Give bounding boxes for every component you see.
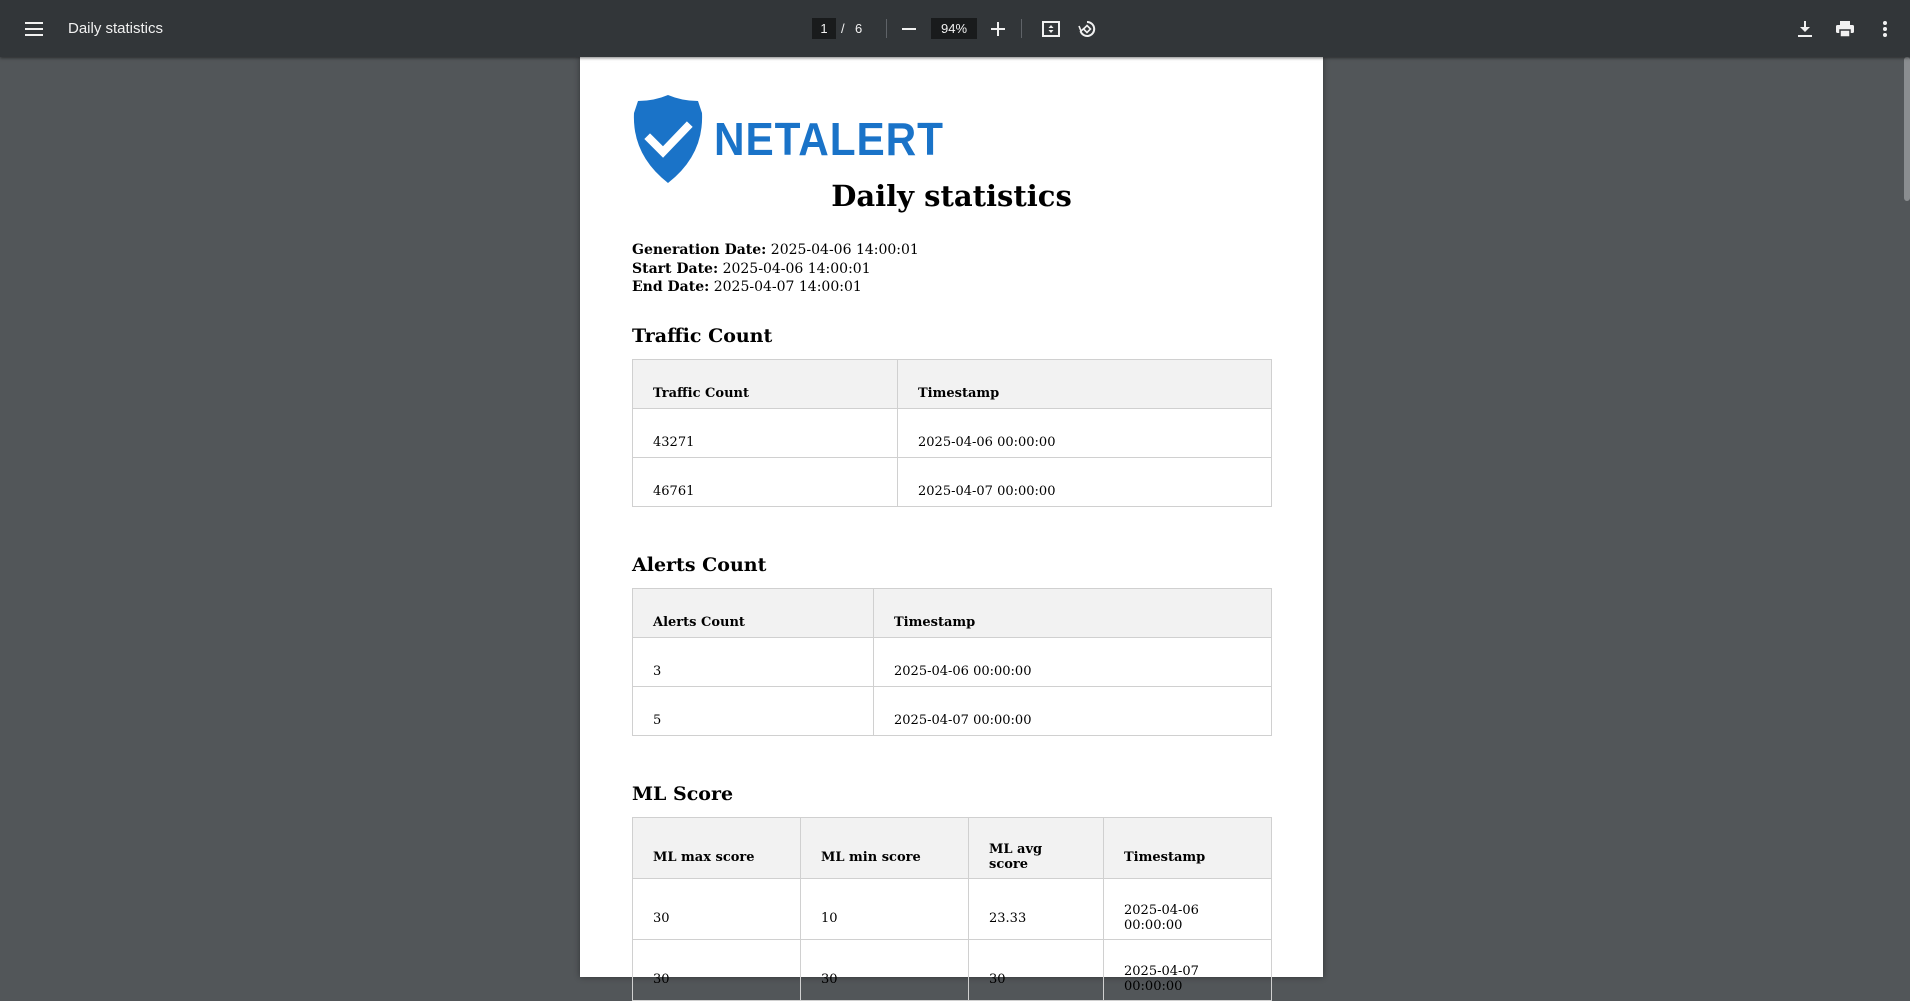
page-separator: /	[841, 21, 845, 36]
generation-date-value: 2025-04-06 14:00:01	[770, 242, 919, 258]
alerts-count-heading: Alerts Count	[632, 554, 767, 576]
shield-check-icon	[632, 95, 704, 183]
table-row	[633, 638, 1272, 687]
generation-date-row	[632, 241, 919, 260]
table-header-cell: Timestamp	[874, 589, 1272, 638]
table-row	[633, 687, 1272, 736]
menu-button[interactable]	[19, 14, 49, 44]
table-header-row	[633, 589, 1272, 638]
zoom-in-icon	[991, 22, 1005, 36]
table-header-cell: Traffic Count	[633, 360, 898, 409]
generation-date-label: Generation Date:	[632, 242, 767, 258]
table-cell: 23.33	[969, 879, 1104, 940]
pdf-toolbar	[0, 0, 1910, 57]
print-button[interactable]	[1830, 14, 1860, 44]
table-header-cell: ML min score	[801, 818, 969, 879]
end-date-row	[632, 278, 919, 297]
table-cell: 30	[969, 940, 1104, 1001]
end-date-value: 2025-04-07 14:00:01	[713, 279, 862, 295]
report-title: Daily statistics	[831, 179, 1072, 213]
table-cell: 2025-04-06 00:00:00	[1104, 879, 1272, 940]
vertical-scrollbar[interactable]	[1904, 57, 1910, 966]
table-header-row	[633, 360, 1272, 409]
table-row	[633, 458, 1272, 507]
zoom-in-button[interactable]	[983, 14, 1013, 44]
report-meta	[632, 241, 919, 297]
ml-score-table	[632, 817, 1272, 1001]
zoom-input[interactable]: 94%	[931, 18, 977, 39]
table-row	[633, 409, 1272, 458]
page-number-input[interactable]: 1	[812, 18, 836, 39]
fit-to-page-button[interactable]	[1036, 14, 1066, 44]
table-header-cell: ML avg score	[969, 818, 1104, 879]
logo-text: NETALERT	[714, 113, 944, 165]
document-title: Daily statistics	[68, 20, 164, 37]
start-date-value: 2025-04-06 14:00:01	[722, 260, 871, 277]
table-header-row	[633, 818, 1272, 879]
table-cell: 30	[633, 879, 801, 940]
start-date-row	[632, 260, 919, 279]
table-cell: 2025-04-06 00:00:00	[898, 409, 1272, 458]
table-cell: 3	[633, 638, 874, 687]
table-row	[633, 879, 1272, 940]
toolbar-divider	[1021, 19, 1022, 38]
table-cell: 30	[633, 940, 801, 1001]
table-header-cell: Timestamp	[1104, 818, 1272, 879]
table-cell: 46761	[633, 458, 898, 507]
netalert-logo	[632, 95, 964, 183]
table-header-cell: Alerts Count	[633, 589, 874, 638]
download-button[interactable]	[1790, 14, 1820, 44]
menu-icon	[25, 22, 43, 36]
table-cell: 2025-04-07 00:00:00	[1104, 940, 1272, 1001]
fit-page-icon	[1042, 21, 1060, 37]
table-cell: 43271	[633, 409, 898, 458]
end-date-label: End Date:	[632, 279, 710, 295]
print-icon	[1836, 21, 1854, 37]
start-date-label: Start Date:	[632, 260, 719, 277]
zoom-out-icon	[902, 22, 916, 36]
more-actions-button[interactable]	[1870, 14, 1900, 44]
scrollbar-thumb[interactable]	[1904, 57, 1910, 201]
table-header-cell: Timestamp	[898, 360, 1272, 409]
pdf-viewer[interactable]	[0, 57, 1910, 994]
alerts-count-table	[632, 588, 1272, 736]
traffic-count-heading: Traffic Count	[632, 325, 773, 347]
more-icon	[1883, 21, 1887, 37]
page-total: 6	[855, 21, 863, 36]
zoom-out-button[interactable]	[894, 14, 924, 44]
table-cell: 2025-04-07 00:00:00	[874, 687, 1272, 736]
download-icon	[1798, 21, 1812, 37]
rotate-icon	[1078, 20, 1096, 38]
table-cell: 2025-04-06 00:00:00	[874, 638, 1272, 687]
table-cell: 5	[633, 687, 874, 736]
rotate-button[interactable]	[1072, 14, 1102, 44]
toolbar-divider	[886, 19, 887, 38]
table-header-cell: ML max score	[633, 818, 801, 879]
table-cell: 2025-04-07 00:00:00	[898, 458, 1272, 507]
table-row	[633, 940, 1272, 1001]
pdf-page	[580, 57, 1323, 994]
table-cell: 30	[801, 940, 969, 1001]
table-cell: 10	[801, 879, 969, 940]
ml-score-heading: ML Score	[632, 783, 734, 805]
traffic-count-table	[632, 359, 1272, 507]
